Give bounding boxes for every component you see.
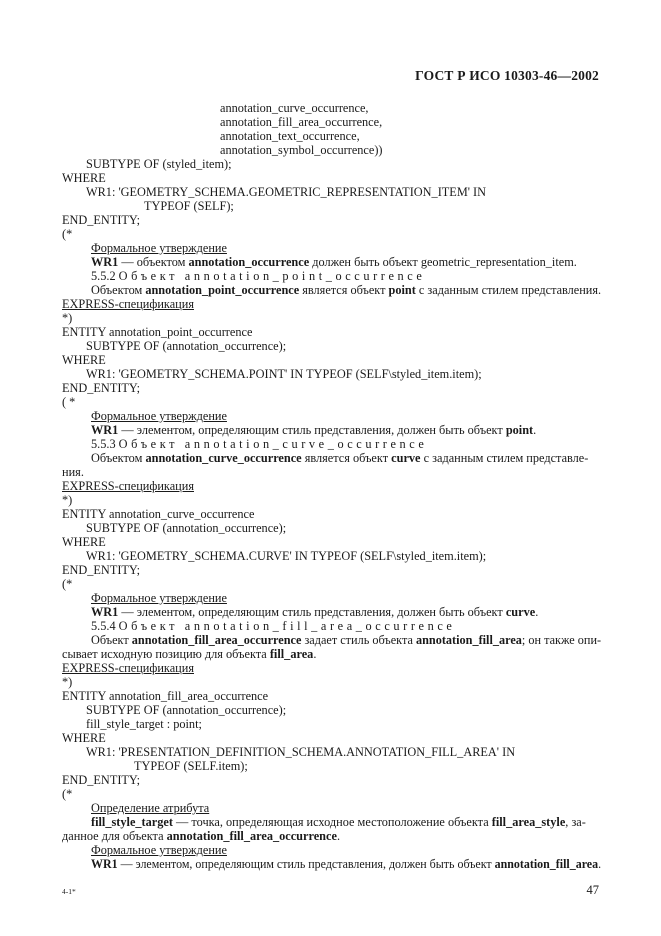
paragraph-text: Объектом annotation_curve_occurrence является объект curve с заданным стилем представле-	[91, 451, 589, 465]
express-line: TYPEOF (SELF);	[144, 199, 234, 213]
express-line: END_ENTITY;	[62, 773, 141, 787]
express-line: WR1: 'PRESENTATION_DEFINITION_SCHEMA.ANNOTATION_FILL_AREA' IN	[86, 745, 516, 759]
document-code-header: ГОСТ Р ИСО 10303-46—2002	[415, 68, 599, 83]
section-label: Формальное утверждение	[91, 241, 227, 255]
comment-close: *)	[62, 675, 73, 689]
express-line: ENTITY annotation_point_occurrence	[62, 325, 253, 339]
express-line: WR1: 'GEOMETRY_SCHEMA.CURVE' IN TYPEOF (SELF\styled_item.item);	[86, 549, 487, 563]
attribute-definition: fill_style_target — точка, определяющая исходное местоположение объекта fill_area_style, за-	[91, 815, 586, 829]
attribute-definition: данное для объекта annotation_fill_area_occurrence.	[62, 829, 341, 843]
rule-text: WR1 — элементом, определяющим стиль представления, должен быть объект curve.	[91, 605, 539, 619]
subsection-heading: 5.5.3 Объект annotation_curve_occurrence	[91, 437, 428, 451]
subsection-heading: 5.5.2 Объект annotation_point_occurrence	[91, 269, 426, 283]
express-line: ENTITY annotation_curve_occurrence	[62, 507, 255, 521]
page-number: 47	[586, 883, 599, 897]
section-label: Формальное утверждение	[91, 591, 227, 605]
section-label: Формальное утверждение	[91, 843, 227, 857]
express-line: WHERE	[62, 171, 106, 185]
paragraph-text: ния.	[62, 465, 84, 479]
paragraph-text: Объектом annotation_point_occurrence является объект point с заданным стилем представления.	[91, 283, 602, 297]
express-line: SUBTYPE OF (styled_item);	[86, 157, 232, 171]
paragraph-text: сывает исходную позицию для объекта fill_area.	[62, 647, 317, 661]
comment-open: ( *	[62, 395, 76, 409]
express-line: END_ENTITY;	[62, 213, 141, 227]
express-line: annotation_fill_area_occurrence,	[220, 115, 383, 129]
express-line: SUBTYPE OF (annotation_occurrence);	[86, 521, 287, 535]
section-label: EXPRESS-спецификация	[62, 661, 194, 675]
express-line: END_ENTITY;	[62, 381, 141, 395]
section-label: Формальное утверждение	[91, 409, 227, 423]
section-label: Определение атрибута	[91, 801, 210, 815]
comment-open: (*	[62, 227, 73, 241]
express-line: TYPEOF (SELF.item);	[134, 759, 248, 773]
section-label: EXPRESS-спецификация	[62, 297, 194, 311]
rule-text: WR1 — элементом, определяющим стиль представления, должен быть объект point.	[91, 423, 537, 437]
sheet-mark: 4-1*	[62, 887, 76, 896]
section-label: EXPRESS-спецификация	[62, 479, 194, 493]
express-line: ENTITY annotation_fill_area_occurrence	[62, 689, 269, 703]
express-line: WHERE	[62, 353, 106, 367]
express-line: SUBTYPE OF (annotation_occurrence);	[86, 339, 287, 353]
express-line: annotation_symbol_occurrence))	[220, 143, 383, 157]
express-line: annotation_curve_occurrence,	[220, 101, 369, 115]
comment-close: *)	[62, 311, 73, 325]
express-line: END_ENTITY;	[62, 563, 141, 577]
express-line: fill_style_target : point;	[86, 717, 202, 731]
express-line: WHERE	[62, 731, 106, 745]
express-line: SUBTYPE OF (annotation_occurrence);	[86, 703, 287, 717]
express-line: WHERE	[62, 535, 106, 549]
rule-text: WR1 — элементом, определяющим стиль представления, должен быть объект annotation_fill_area.	[91, 857, 602, 871]
rule-text: WR1 — объектом annotation_occurrence должен быть объект geometric_representation_item.	[91, 255, 577, 269]
paragraph-text: Объект annotation_fill_area_occurrence задает стиль объекта annotation_fill_area; он также опи-	[91, 633, 602, 647]
comment-open: (*	[62, 577, 73, 591]
comment-close: *)	[62, 493, 73, 507]
express-line: WR1: 'GEOMETRY_SCHEMA.GEOMETRIC_REPRESENTATION_ITEM' IN	[86, 185, 487, 199]
subsection-heading: 5.5.4 Объект annotation_fill_area_occurrence	[91, 619, 456, 633]
express-line: WR1: 'GEOMETRY_SCHEMA.POINT' IN TYPEOF (SELF\styled_item.item);	[86, 367, 482, 381]
comment-open: (*	[62, 787, 73, 801]
express-line: annotation_text_occurrence,	[220, 129, 360, 143]
